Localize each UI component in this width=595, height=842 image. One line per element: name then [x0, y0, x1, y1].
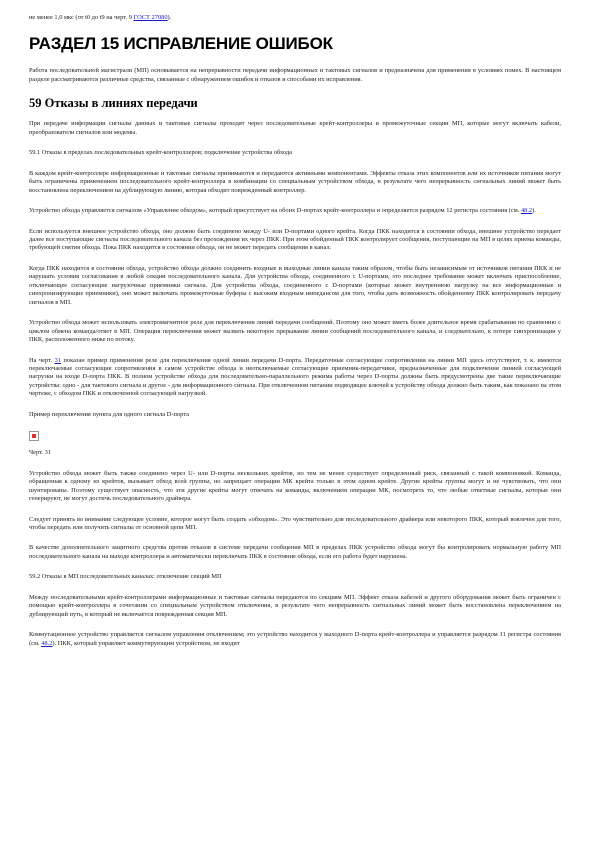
document-page [29, 14, 561, 660]
paragraph-12: Между последовательными крейт-контроллерами информационные и тактовые сигналы передаются по секциям МП. Эффект отказа кабелей и другого оборудования может быть ограничен с помощью крейт-контроллера в сочетании со специальным устройством отключения, в результате чего непрерывность сигнальных линий может быть восстановлена переключением на дублирующий путь, в который не включается поврежденная секция МП. [29, 593, 561, 618]
text: показан пример применения реле для переключения одной линии передачи D-порта. Передаточные согласующие сопротивления на линии МП здесь отсутствуют, т. к. имеются переключаемые согласующие сопротивления в самом устройстве обхода и неотключаемые согласующие приемник-передатчики, предназначенные для подключения линией согласующей нагрузки на входе D-порта ПКК. В полном устройстве обхода для последовательно-параллельного режима работы через D-порты должны быть предусмотрены две такие переключающие устройства: одно - для тактового сигнала и другое - для информационного сигнала. При отключенном питании подводящее ключей к устройству обхода должно быть таким, как показано на этом чертеже, с обходом ПКК и отключенной согласующей нагрузкой. [29, 356, 562, 398]
paragraph-3 [29, 207, 561, 215]
intro-fragment [29, 14, 561, 22]
subsection-heading-59-1: 59.1 Отказы в пределах последовательных крейт-контроллеров; подключение устройства обхода [29, 149, 293, 157]
figure-link-31[interactable]: 31 [54, 356, 61, 364]
figure-caption: Черт. 31 [29, 449, 51, 457]
paragraph-1: При передаче информации сигналы данных и тактовые сигналы проходят через последовательные крейт-контроллеры и промежуточные секции МП, которые могут включать кабели, преобразователи сигналов или модемы. [29, 120, 561, 136]
text: ). [167, 14, 172, 21]
chapter-title: 59 Отказы в линиях передачи [29, 96, 198, 111]
subsection-heading-59-2: 59.2 Отказы в МП последовательных каналах: отключение секций МП [29, 573, 222, 581]
paragraph-2: В каждом крейт-контроллере информационные и тактовые сигналы принимаются и передаются активными компонентами. Эффекты отказа этих компонентов или их источников питания могут быть ограничены применением последовательного крейт-контроллера в комбинации со специальным устройством обхода, в результате чего непрерывность сигнальных линий может быть восстановлена переключением на дублирующую линию, которая обходит поврежденный контроллер. [29, 169, 561, 194]
figure-description: Пример переключения пункта для одного сигнала D-порта [29, 410, 189, 418]
paragraph-7 [29, 357, 561, 399]
paragraph-6: Устройство обхода может использовать электромагнитное реле для переключения линий передачи сообщений. Поэтому оно может иметь более длительное время срабатывания по сравнению с циклом обмена команда/ответ в МП. Операция переключения может вызвать некоторое прерывание линии сообщений последовательного канала, и следовательно, к потере синхронизации у ПКК, расположенного ниже по потоку. [29, 319, 561, 344]
paragraph-4: Если используется внешнее устройство обхода, оно должно быть соединено между U- или D-портами одного крейта. Когда ПКК находится в состоянии обхода, внешнее устройство передает далее все поступающие сигналы последовательного канала без прохождения их через ПКК. При этом обойденный ПКК контролирует сообщения, поступающие на МП в целях приема команды, требующей снятия обхода. Пока ПКК находится в состоянии обхода, он не может передать сообщения в канал. [29, 227, 561, 252]
ref-link-48-2[interactable]: 48.2 [520, 207, 533, 215]
text: Коммутационное устройство управляется сигналом управления отключением; это устройство находится у выходного D-порта крейт-контроллера и управляется разрядом 11 регистра состояния (см. [29, 631, 561, 647]
text: ). ПКК, который управляет коммутирующим устройством, не входит [52, 639, 240, 647]
paragraph-9: Устройство обхода может быть также соединено через U- или D-порты нескольких крейтов, но тем не менее существует определенный риск, связанный с такой компоновкой. Команда, обращенная к одному из крейтов, вызывает обход всей группы, но запрещает операции МК крейта только в этом одном крейте. Другие крейты группы могут и не чувствовать, что они шунтированы. Поэтому существует опасность, что эти другие крейты могут отвечать на команды, включением операции МК, посмотреть то, что любые ответные сигналы, которые они генерируют, не могут достичь последовательного драйвера. [29, 469, 561, 503]
paragraph-13 [29, 631, 561, 648]
section-title: РАЗДЕЛ 15 ИСПРАВЛЕНИЕ ОШИБОК [29, 34, 333, 54]
paragraph-11: В качестве дополнительного защитного средства против отказов в системе передачи сообщения МП в пределах ПКК устройство обхода могут бы контролировать нормальную работу МП последовательного канала на выходе контроллера и автоматически переключать ПКК в состояние обхода, если его работа будет нарушена. [29, 544, 561, 560]
broken-image-icon[interactable] [29, 431, 39, 441]
intro-paragraph: Работа последовательной магистрали (МП) основывается на непрерывности передачи информационных и тактовых сигналов и предназначена для применения в условиях помех. В настоящем разделе рассматриваются различные средства, связанные с обнаружением ошибок и отказов и способами их исправления. [29, 67, 561, 83]
paragraph-10: Следует принять во внимание следующее условие, которое могут быть создать «обходом». Это чувствительно для последовательного драйвера или некоторого ПКК, который вовлечен для того, чтобы передать или получить сигналы от основной цепи МП. [29, 515, 561, 531]
paragraph-5: Когда ПКК находится в состоянии обхода, устройство обхода должно соединить входные и выходные линии канала таким образом, чтобы быть независимым от источников питания ПКК и не нарушать условия согласования в любой секции последовательного канала. Для устройства обхода, соединенного с U-портами, это последнее требование может включать приспособление, отключающее согласующие нагрузочные приемники сигнала. Для устройства обхода, соединенного с D-портами (которые может внутреннюю нагрузку на все информационные и синхронизирующие приемники), оно может включать промежуточные буферы с высоким входным импедансом для того, чтобы дать возможность обойденному ПКК контролировать передачу сигналов в МП. [29, 264, 561, 306]
text: ). [532, 207, 536, 215]
text: На черт. [29, 356, 55, 364]
text: не менее 1,0 мкс (от t0 до t9 на черт. 9 [29, 14, 134, 21]
gost-link[interactable]: ГОСТ 27080 [133, 14, 168, 21]
text: Устройство обхода управляется сигналом «Управление обходом», который присутствует на обоих D-портах крейт-контроллера и определяется разрядом 12 регистра состояния (см. [29, 207, 521, 215]
ref-link-48-2-b[interactable]: 48.2 [41, 639, 53, 647]
